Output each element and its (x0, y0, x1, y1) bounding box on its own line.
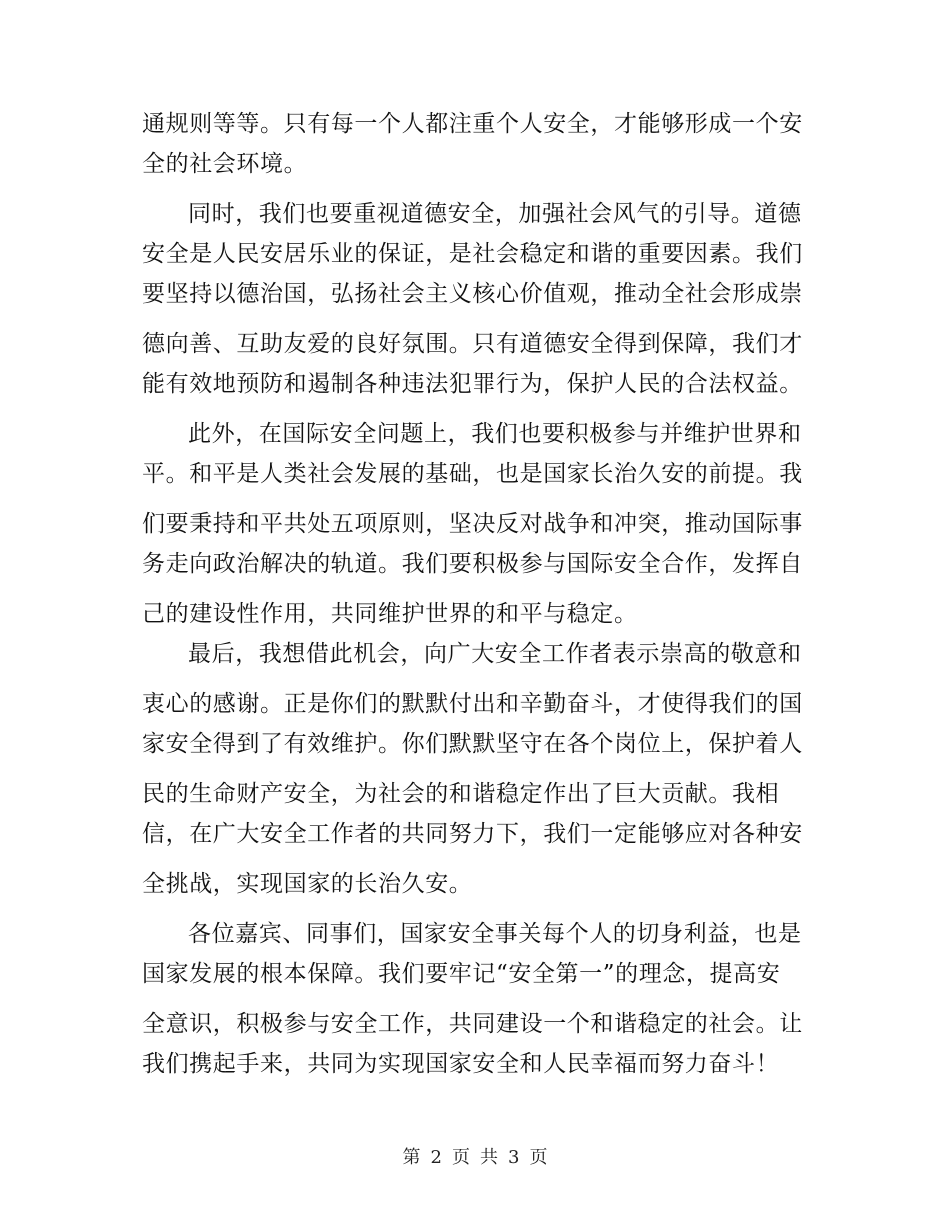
text-line: 全挑战，实现国家的长治久安。 (142, 871, 473, 897)
text-line: 信，在广大安全工作者的共同努力下，我们一定能够应对各种安 (142, 821, 803, 847)
text-line: 全的社会环境。 (142, 151, 308, 177)
text-line: 平。和平是人类社会发展的基础，也是国家长治久安的前提。我 (142, 461, 803, 487)
text-line: 此外，在国际安全问题上，我们也要积极参与并维护世界和 (188, 421, 802, 447)
page-footer (0, 1146, 950, 1170)
text-line: 全意识，积极参与安全工作，共同建设一个和谐稳定的社会。让 (142, 1011, 803, 1037)
footer-page-number: 2 (430, 1147, 442, 1168)
text-line: 安全是人民安居乐业的保证，是社会稳定和谐的重要因素。我们 (142, 241, 803, 267)
text-line: 家安全得到了有效维护。你们默默坚守在各个岗位上，保护着人 (142, 731, 803, 757)
text-line: 要坚持以德治国，弘扬社会主义核心价值观，推动全社会形成崇 (142, 281, 803, 307)
footer-page-suffix: 页 (529, 1147, 548, 1168)
text-line: 同时，我们也要重视道德安全，加强社会风气的引导。道德 (188, 201, 802, 227)
text-line: 通规则等等。只有每一个人都注重个人安全，才能够形成一个安 (142, 111, 803, 137)
text-line: 我们携起手来，共同为实现国家安全和人民幸福而努力奋斗！ (142, 1051, 780, 1077)
text-line: 们要秉持和平共处五项原则，坚决反对战争和冲突，推动国际事 (142, 511, 803, 537)
text-line: 民的生命财产安全，为社会的和谐稳定作出了巨大贡献。我相 (142, 781, 780, 807)
footer-page-prefix: 第 (402, 1147, 421, 1168)
text-line: 国家发展的根本保障。我们要牢记“安全第一”的理念，提高安 (142, 961, 781, 987)
text-line: 能有效地预防和遏制各种违法犯罪行为，保护人民的合法权益。 (142, 371, 803, 397)
text-line: 衷心的感谢。正是你们的默默付出和辛勤奋斗，才使得我们的国 (142, 691, 803, 717)
text-line: 德向善、互助友爱的良好氛围。只有道德安全得到保障，我们才 (142, 331, 803, 357)
text-line: 务走向政治解决的轨道。我们要积极参与国际安全合作，发挥自 (142, 551, 803, 577)
footer-total-pages: 3 (508, 1147, 520, 1168)
text-line: 最后，我想借此机会，向广大安全工作者表示崇高的敬意和 (188, 641, 802, 667)
text-line: 己的建设性作用，共同维护世界的和平与稳定。 (142, 601, 638, 627)
footer-total-prefix: 共 (480, 1147, 498, 1168)
text-line: 各位嘉宾、同事们，国家安全事关每个人的切身利益，也是 (188, 921, 802, 947)
footer-page-mid: 页 (452, 1147, 470, 1168)
